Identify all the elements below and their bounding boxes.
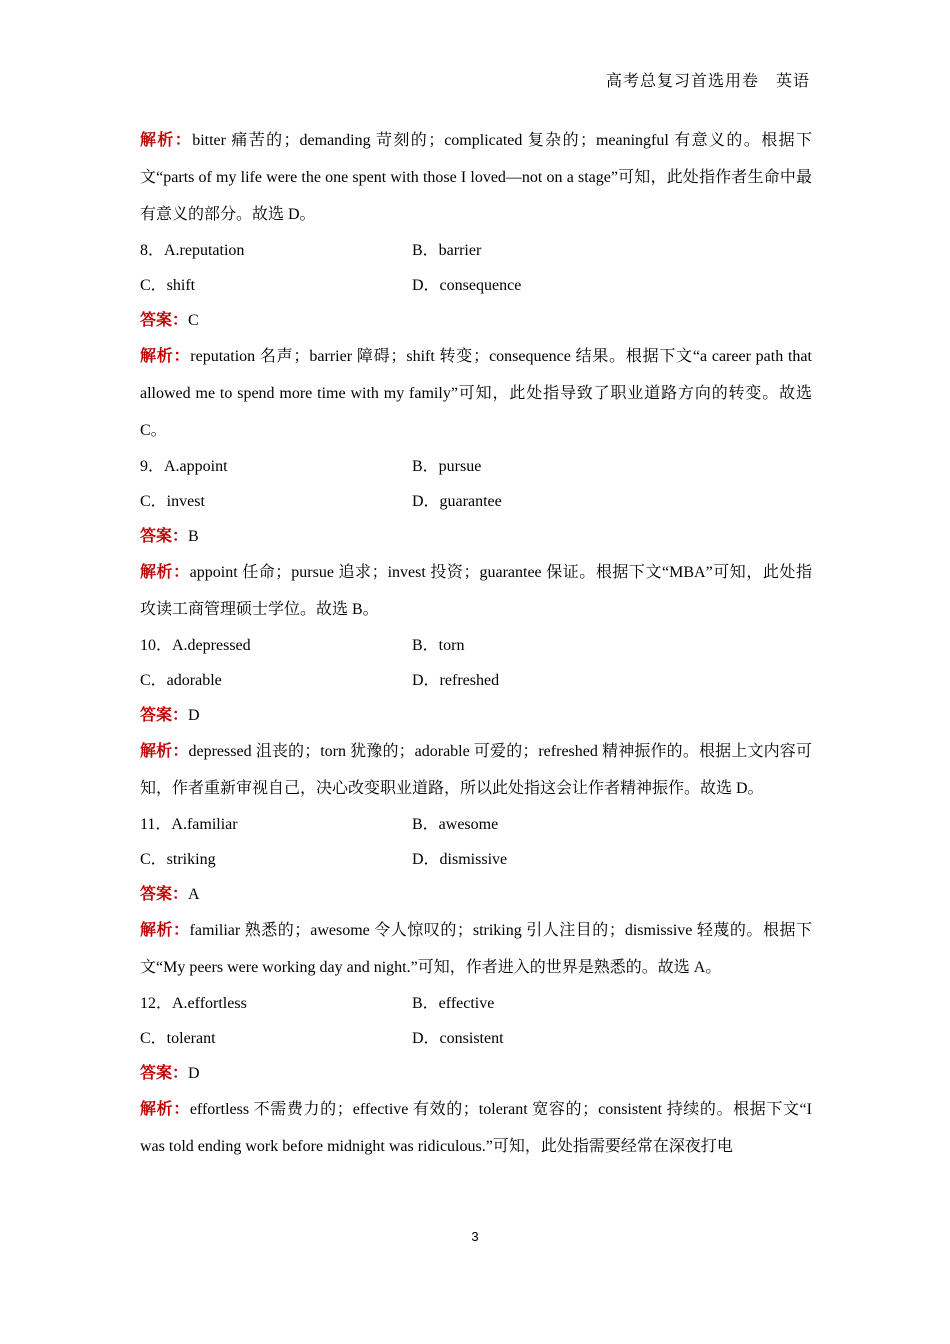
option-c: C．striking [140,851,216,868]
option-d: D．consistent [412,1030,504,1047]
answer-line [140,698,812,733]
analysis-text: depressed 沮丧的；torn 犹豫的；adorable 可爱的；refreshed 精神振作的。根据上文内容可知，作者重新审视自己，决心改变职业道路，所以此处指这会让作者精神振作。故选 D。 [140,743,812,797]
option-c: C．invest [140,493,205,510]
analysis-paragraph-7 [140,122,812,233]
analysis-paragraph [140,912,812,986]
analysis-label: 解析： [140,348,191,365]
option-d: D．refreshed [412,672,500,689]
answer-line [140,877,812,912]
document-body [140,122,812,1165]
page-header: 高考总复习首选用卷 英语 [605,73,810,90]
option-d: D．guarantee [412,493,502,510]
analysis-label: 解析： [140,564,190,581]
question-10 [140,628,812,807]
question-9 [140,449,812,628]
answer-line [140,1056,812,1091]
question-8 [140,233,812,449]
option-d: D．dismissive [412,851,508,868]
analysis-paragraph [140,554,812,628]
analysis-paragraph [140,338,812,449]
analysis-label: 解析： [140,132,193,149]
answer-line [140,303,812,338]
option-c: C．adorable [140,672,222,689]
option-d: D．consequence [412,277,522,294]
option-c: C．tolerant [140,1030,216,1047]
option-a: 11．A.familiar [140,816,238,833]
answer-value: B [188,528,199,545]
analysis-label: 解析： [140,743,189,760]
question-12 [140,986,812,1165]
answer-label: 答案： [140,528,189,545]
analysis-text: familiar 熟悉的；awesome 令人惊叹的；striking 引人注目的；dismissive 轻蔑的。根据下文“My peers were working day and night.”可知，作者进入的世界是熟悉的。故选 A。 [140,922,812,976]
option-b: B．awesome [412,816,499,833]
answer-value: D [188,1065,200,1082]
question-11 [140,807,812,986]
answer-value: D [188,707,200,724]
answer-label: 答案： [140,707,189,724]
answer-label: 答案： [140,312,189,329]
option-b: B．torn [412,637,465,654]
analysis-label: 解析： [140,922,190,939]
analysis-text: appoint 任命；pursue 追求；invest 投资；guarantee 保证。根据下文“MBA”可知，此处指攻读工商管理硕士学位。故选 B。 [140,564,812,618]
option-a: 10．A.depressed [140,637,251,654]
option-a: 12．A.effortless [140,995,247,1012]
answer-value: A [188,886,200,903]
analysis-text: bitter 痛苦的；demanding 苛刻的；complicated 复杂的；meaningful 有意义的。根据下文“parts of my life were the one spent with those I loved—not on a stage”可知，此处指作者生命中最有意义的部分。故选 D。 [140,132,812,223]
analysis-text: reputation 名声；barrier 障碍；shift 转变；consequence 结果。根据下文“a career path that allowed me to spend more time with my family”可知，此处指导致了职业道路方向的转变。故选 C。 [140,348,812,439]
option-b: B．pursue [412,458,482,475]
analysis-label: 解析： [140,1101,190,1118]
option-b: B．effective [412,995,495,1012]
option-c: C．shift [140,277,196,294]
page-number: 3 [471,1229,479,1244]
option-b: B．barrier [412,242,482,259]
analysis-text: effortless 不需费力的；effective 有效的；tolerant 宽容的；consistent 持续的。根据下文“I was told ending work before midnight was ridiculous.”可知，此处指需要经常在深夜打电 [140,1101,812,1155]
answer-value: C [188,312,199,329]
analysis-paragraph [140,733,812,807]
answer-line [140,519,812,554]
analysis-paragraph [140,1091,812,1165]
option-a: 9．A.appoint [140,458,228,475]
answer-label: 答案： [140,1065,189,1082]
option-a: 8．A.reputation [140,242,245,259]
answer-label: 答案： [140,886,189,903]
